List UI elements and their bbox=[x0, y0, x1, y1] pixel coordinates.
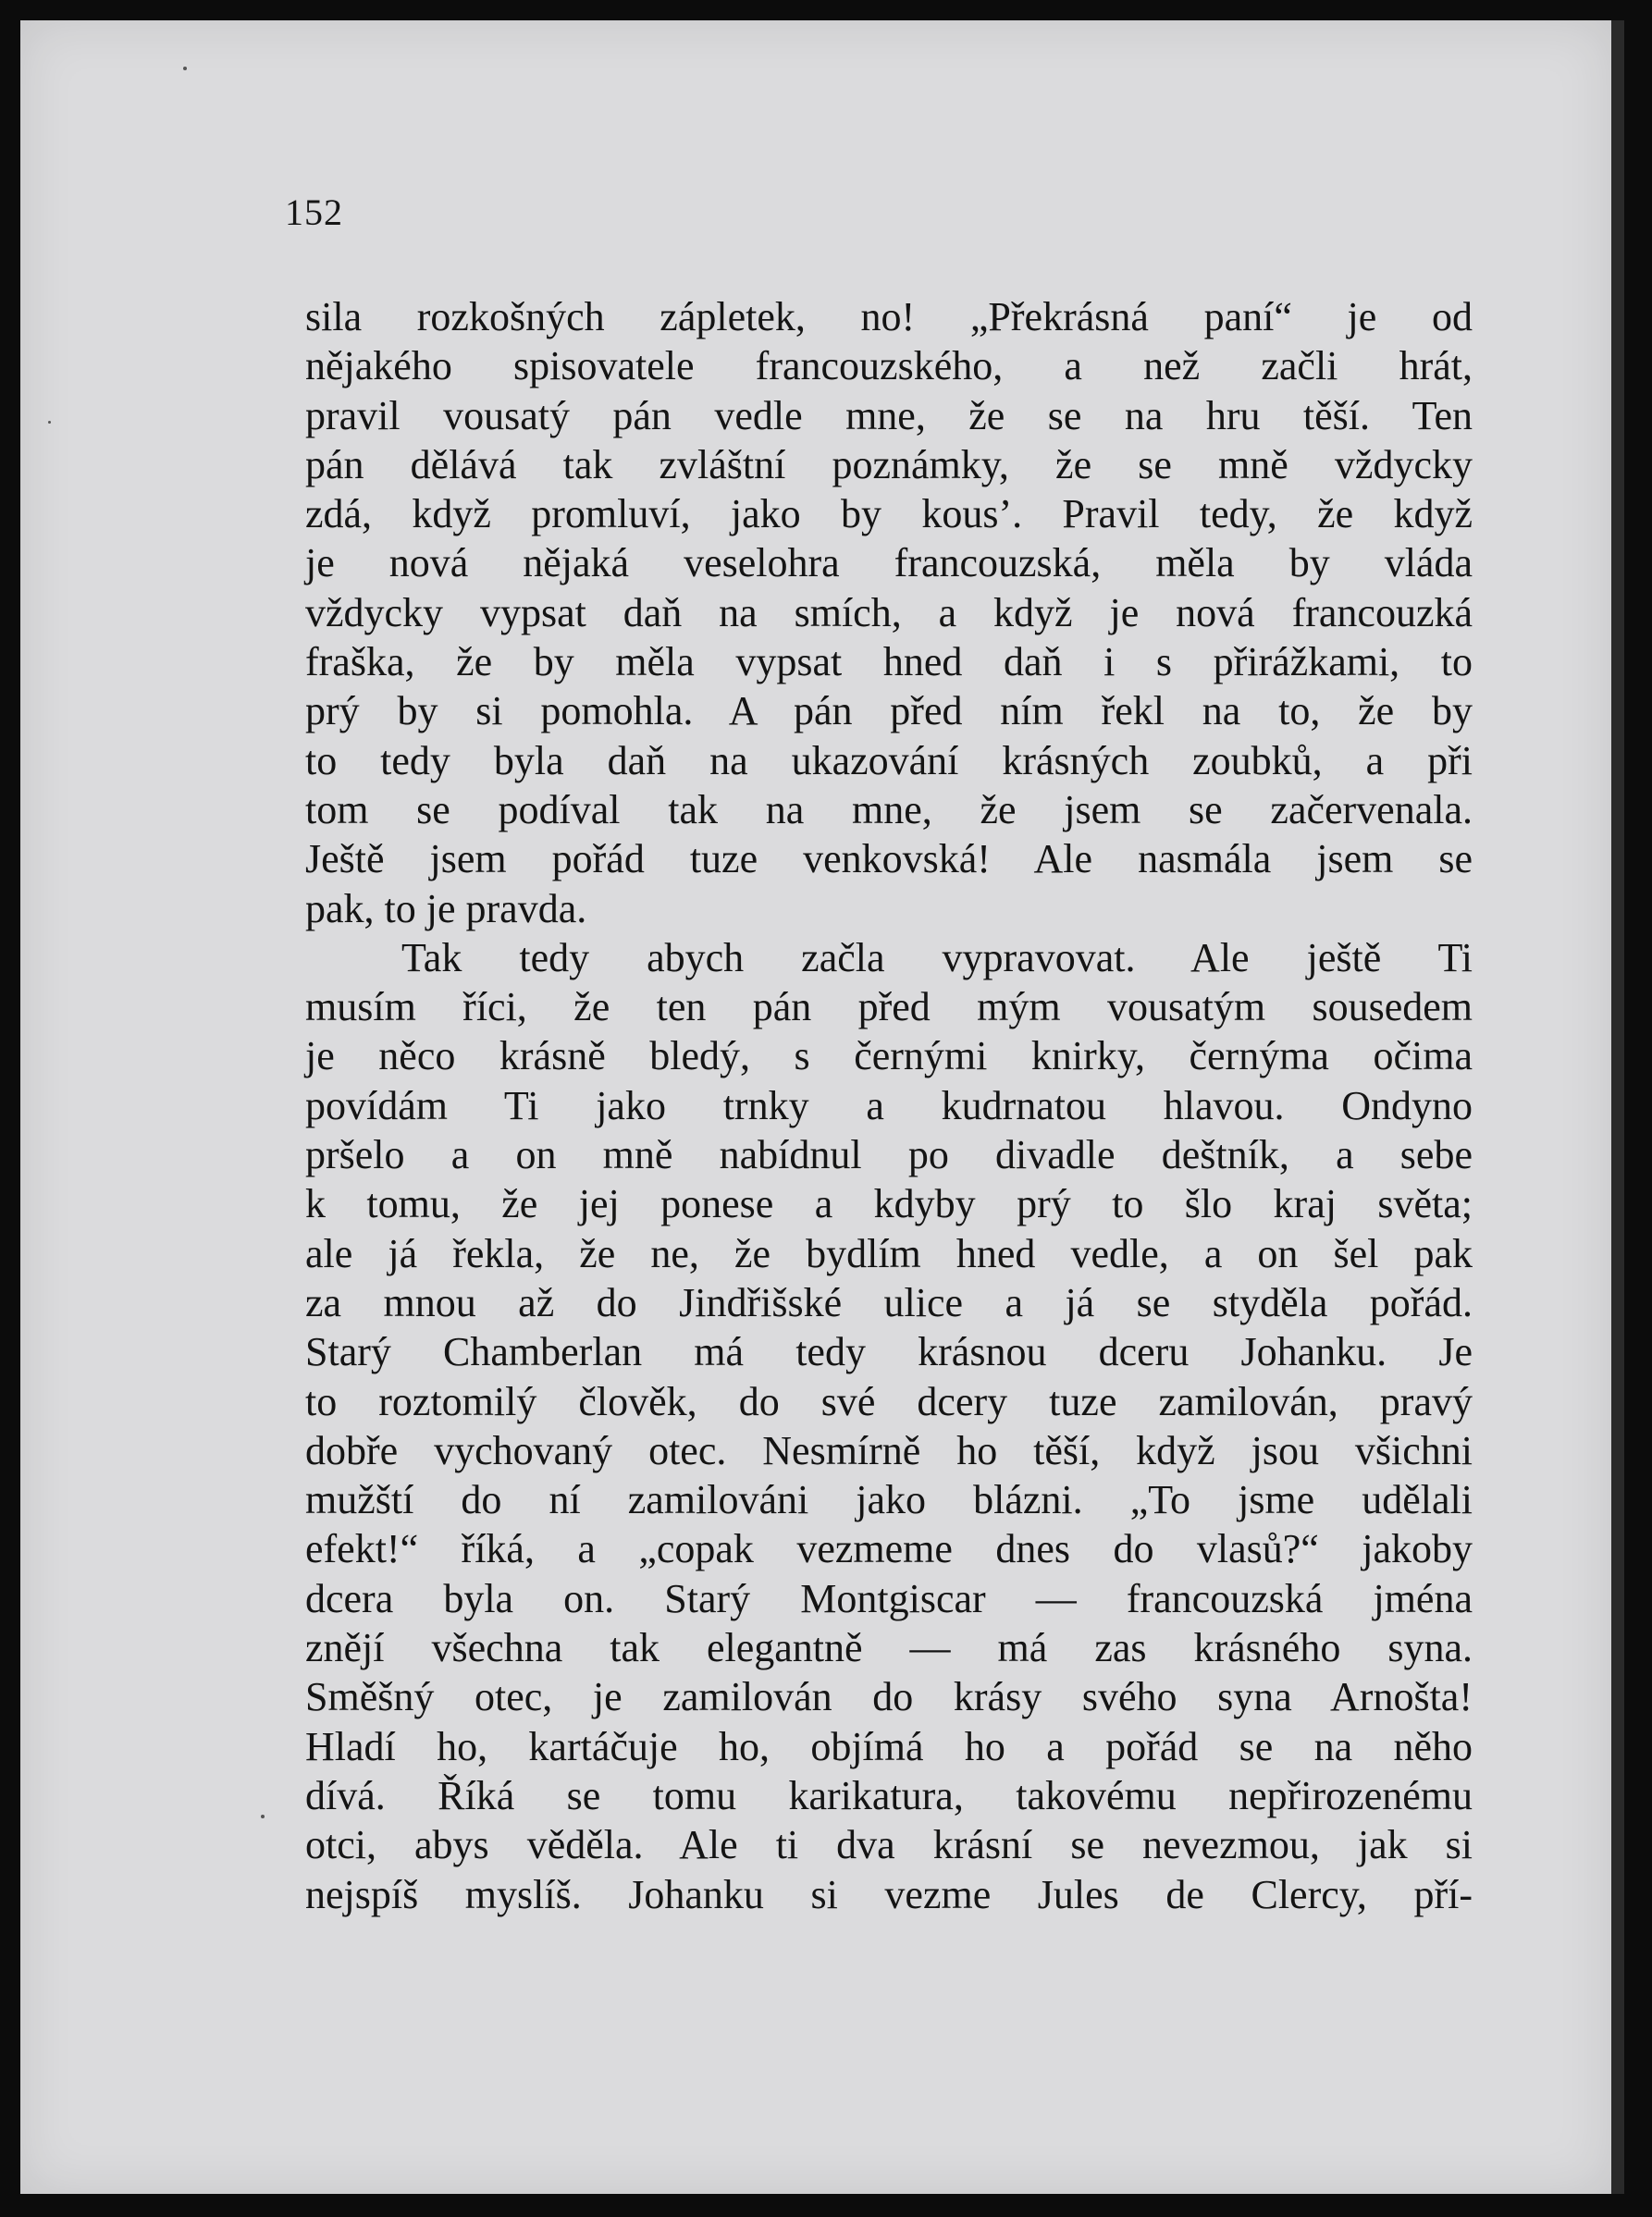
text-line: otci, abys věděla. Ale ti dva krásní se nevezmou, jak si bbox=[305, 1822, 1473, 1868]
text-line: je něco krásně bledý, s černými knirky, černýma očima bbox=[305, 1033, 1473, 1079]
text-line: k tomu, že jej ponese a kdyby prý to šlo kraj světa; bbox=[305, 1181, 1473, 1227]
text-line: sila rozkošných zápletek, no! „Překrásná paní“ je od bbox=[305, 294, 1473, 339]
text-line: tom se podíval tak na mne, že jsem se začervenala. bbox=[305, 786, 1473, 832]
page-edge bbox=[1611, 20, 1624, 2194]
text-line: vždycky vypsat daň na smích, a když je nová francouzká bbox=[305, 589, 1473, 635]
paper-speck bbox=[183, 67, 187, 70]
text-line: dobře vychovaný otec. Nesmírně ho těší, když jsou všichni bbox=[305, 1427, 1473, 1473]
paper-speck bbox=[48, 421, 51, 424]
text-line: mužští do ní zamilováni jako blázni. „To jsme udělali bbox=[305, 1477, 1473, 1523]
text-line: to tedy byla daň na ukazování krásných zoubků, a při bbox=[305, 737, 1473, 783]
text-line: pršelo a on mně nabídnul po divadle deštník, a sebe bbox=[305, 1132, 1473, 1178]
text-line: pravil vousatý pán vedle mne, že se na hru těší. Ten bbox=[305, 392, 1473, 438]
text-line: nějakého spisovatele francouzského, a než začli hrát, bbox=[305, 343, 1473, 389]
text-line: zdá, když promluví, jako by kous’. Pravil tedy, že když bbox=[305, 491, 1473, 537]
text-line: Starý Chamberlan má tedy krásnou dceru Johanku. Je bbox=[305, 1329, 1473, 1375]
text-line: nejspíš myslíš. Johanku si vezme Jules de Clercy, pří- bbox=[305, 1871, 1473, 1917]
text-line: pán dělává tak zvláštní poznámky, že se mně vždycky bbox=[305, 441, 1473, 487]
text-line: musím říci, že ten pán před mým vousatým sousedem bbox=[305, 984, 1473, 1030]
text-line: Hladí ho, kartáčuje ho, objímá ho a pořád se na něho bbox=[305, 1723, 1473, 1769]
paper-speck bbox=[261, 1815, 265, 1818]
text-line: dcera byla on. Starý Montgiscar — francouzská jména bbox=[305, 1575, 1473, 1621]
text-line: ale já řekla, že ne, že bydlím hned vedle, a on šel pak bbox=[305, 1230, 1473, 1276]
text-line: efekt!“ říká, a „copak vezmeme dnes do vlasů?“ jakoby bbox=[305, 1526, 1473, 1572]
text-line: to roztomilý člověk, do své dcery tuze zamilován, pravý bbox=[305, 1378, 1473, 1424]
text-line: povídám Ti jako trnky a kudrnatou hlavou. Ondyno bbox=[305, 1082, 1473, 1128]
text-line: Ještě jsem pořád tuze venkovská! Ale nasmála jsem se bbox=[305, 836, 1473, 882]
text-line: Tak tedy abych začla vypravovat. Ale ještě Ti bbox=[401, 934, 1473, 980]
page-number: 152 bbox=[285, 191, 343, 233]
body-text bbox=[305, 292, 1473, 1919]
text-line: dívá. Říká se tomu karikatura, takovému nepřirozenému bbox=[305, 1772, 1473, 1818]
text-line: Směšný otec, je zamilován do krásy svého syna Arnošta! bbox=[305, 1674, 1473, 1720]
text-line: za mnou až do Jindřišské ulice a já se styděla pořád. bbox=[305, 1279, 1473, 1325]
text-line: prý by si pomohla. A pán před ním řekl na to, že by bbox=[305, 688, 1473, 734]
text-line: fraška, že by měla vypsat hned daň i s přirážkami, to bbox=[305, 639, 1473, 685]
text-line: pak, to je pravda. bbox=[305, 885, 587, 931]
text-line: je nová nějaká veselohra francouzská, měla by vláda bbox=[305, 540, 1473, 586]
text-line: znějí všechna tak elegantně — má zas krásného syna. bbox=[305, 1625, 1473, 1671]
